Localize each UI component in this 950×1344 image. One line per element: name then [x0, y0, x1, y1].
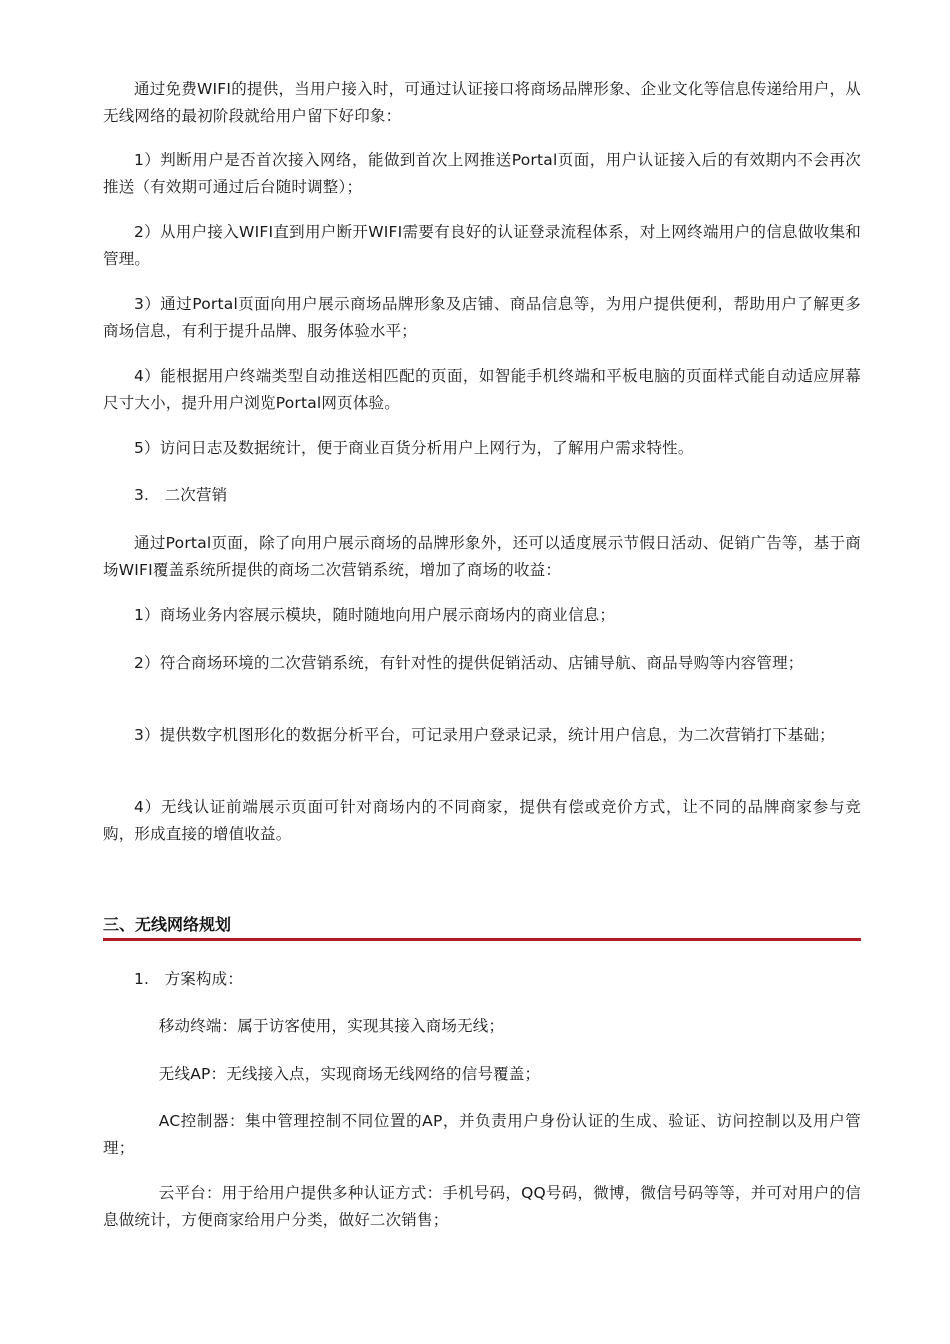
list-item-3: 3）通过Portal页面向用户展示商场品牌形象及店铺、商品信息等，为用户提供便利，帮助用户了解更多商场信息，有利于提升品牌、服务体验水平； [103, 295, 861, 340]
subheading-plan: 1. 方案构成： [134, 970, 244, 988]
subheading-marketing: 3. 二次营销 [134, 486, 228, 504]
marketing-item-2: 2）符合商场环境的二次营销系统，有针对性的提供促销活动、店铺导航、商品导购等内容管理； [134, 654, 804, 672]
section-divider [103, 938, 861, 941]
marketing-item-4: 4）无线认证前端展示页面可针对商场内的不同商家，提供有偿或竞价方式，让不同的品牌商家参与竞购，形成直接的增值收益。 [103, 798, 861, 843]
marketing-intro-paragraph: 通过Portal页面，除了向用户展示商场的品牌形象外，还可以适度展示节假日活动、促销广告等，基于商场WIFI覆盖系统所提供的商场二次营销系统，增加了商场的收益： [103, 534, 861, 579]
plan-item-mobile-terminal: 移动终端：属于访客使用，实现其接入商场无线； [158, 1017, 505, 1035]
list-item-1: 1）判断用户是否首次接入网络，能做到首次上网推送Portal页面，用户认证接入后的有效期内不会再次推送（有效期可通过后台随时调整）； [103, 151, 861, 196]
intro-paragraph: 通过免费WIFI的提供，当用户接入时，可通过认证接口将商场品牌形象、企业文化等信息传递给用户，从无线网络的最初阶段就给用户留下好印象： [103, 80, 861, 125]
list-item-5: 5）访问日志及数据统计，便于商业百货分析用户上网行为，了解用户需求特性。 [134, 439, 694, 457]
plan-item-cloud-platform: 云平台：用于给用户提供多种认证方式：手机号码，QQ号码，微博，微信号码等等，并可对用户的信息做统计，方便商家给用户分类，做好二次销售； [103, 1184, 861, 1229]
list-item-2: 2）从用户接入WIFI直到用户断开WIFI需要有良好的认证登录流程体系，对上网终端用户的信息做收集和管理。 [103, 223, 861, 268]
marketing-item-1: 1）商场业务内容展示模块，随时随地向用户展示商场内的商业信息； [134, 606, 616, 624]
section-title: 三、无线网络规划 [103, 915, 232, 934]
list-item-4: 4）能根据用户终端类型自动推送相匹配的页面，如智能手机终端和平板电脑的页面样式能自动适应屏幕尺寸大小，提升用户浏览Portal网页体验。 [103, 367, 861, 412]
marketing-item-3: 3）提供数字机图形化的数据分析平台，可记录用户登录记录，统计用户信息，为二次营销打下基础； [134, 726, 835, 744]
plan-item-wireless-ap: 无线AP：无线接入点，实现商场无线网络的信号覆盖； [158, 1065, 541, 1083]
plan-item-ac-controller: AC控制器：集中管理控制不同位置的AP，并负责用户身份认证的生成、验证、访问控制以及用户管理； [103, 1112, 861, 1157]
